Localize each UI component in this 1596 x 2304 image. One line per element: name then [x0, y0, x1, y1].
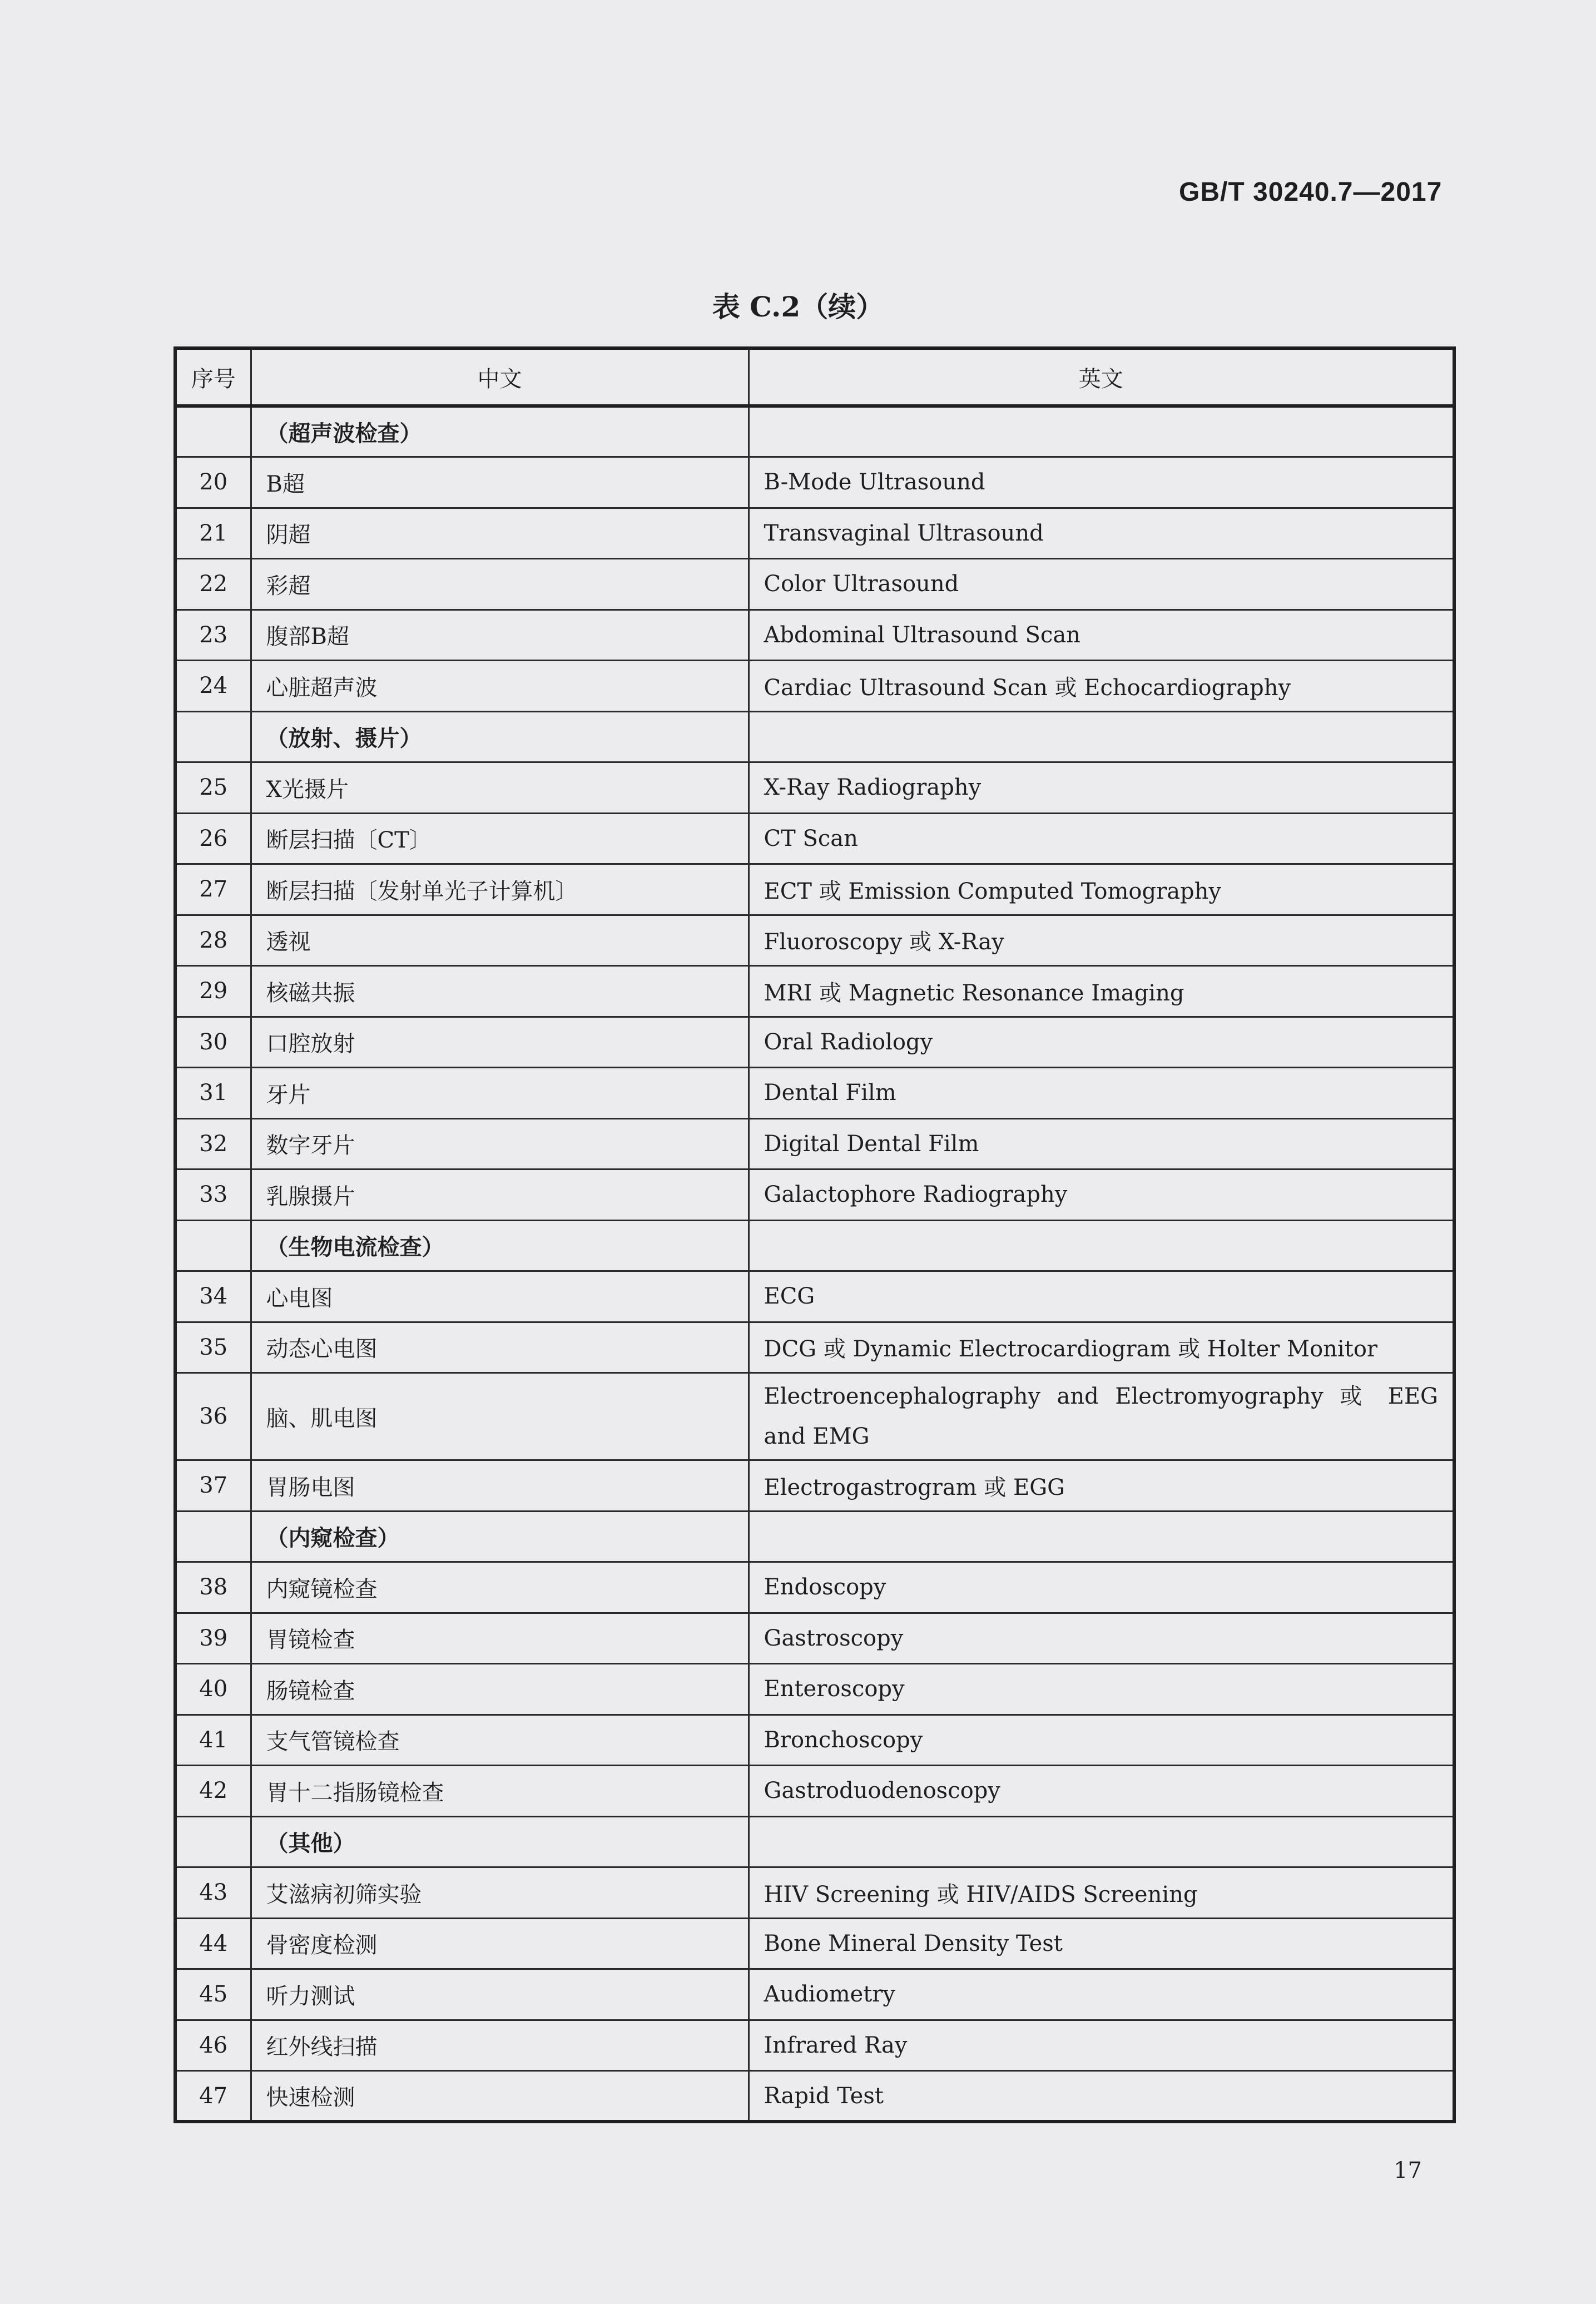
row-number-cell	[175, 406, 251, 457]
table-body	[175, 406, 1454, 2122]
table-row	[175, 610, 1454, 661]
english-term-cell: B-Mode Ultrasound	[749, 457, 1454, 508]
row-number-cell: 44	[175, 1918, 251, 1969]
chinese-term-cell: 支气管镜检查	[251, 1715, 749, 1766]
row-number-cell: 28	[175, 915, 251, 966]
chinese-term-cell: B超	[251, 457, 749, 508]
row-number-cell: 42	[175, 1766, 251, 1817]
category-row	[175, 406, 1454, 457]
english-term-cell: Rapid Test	[749, 2071, 1454, 2122]
english-term-cell	[749, 406, 1454, 457]
table-header-row	[175, 348, 1454, 406]
row-number-cell: 32	[175, 1118, 251, 1170]
english-term-cell: Gastroscopy	[749, 1613, 1454, 1664]
english-term-cell: ECG	[749, 1271, 1454, 1322]
table-row	[175, 1017, 1454, 1068]
row-number-cell: 25	[175, 762, 251, 814]
table-row	[175, 2020, 1454, 2071]
table-row	[175, 1969, 1454, 2020]
table-caption: 表 C.2（续）	[712, 290, 884, 323]
row-number-cell	[175, 1220, 251, 1271]
row-number-cell: 23	[175, 610, 251, 661]
english-term-cell: Electroencephalography and Electromyography 或 EEG and EMG	[749, 1373, 1454, 1460]
row-number-cell: 43	[175, 1867, 251, 1919]
english-term-cell: Bronchoscopy	[749, 1715, 1454, 1766]
english-term-cell	[749, 1511, 1454, 1562]
table-row	[175, 1766, 1454, 1817]
row-number-cell: 47	[175, 2071, 251, 2122]
row-number-cell: 20	[175, 457, 251, 508]
row-number-cell: 30	[175, 1017, 251, 1068]
chinese-term-cell: 透视	[251, 915, 749, 966]
row-number-cell: 40	[175, 1664, 251, 1715]
row-number-cell	[175, 711, 251, 762]
english-term-cell: Dental Film	[749, 1068, 1454, 1119]
column-header-num: 序号	[175, 348, 251, 406]
chinese-term-cell: 胃镜检查	[251, 1613, 749, 1664]
table-row	[175, 1613, 1454, 1664]
chinese-term-cell: 乳腺摄片	[251, 1170, 749, 1221]
table-row	[175, 508, 1454, 559]
row-number-cell: 38	[175, 1562, 251, 1613]
table-row	[175, 1867, 1454, 1919]
table-row	[175, 2071, 1454, 2122]
table-row	[175, 1664, 1454, 1715]
row-number-cell: 24	[175, 661, 251, 712]
chinese-term-cell: 断层扫描〔CT〕	[251, 813, 749, 864]
row-number-cell: 45	[175, 1969, 251, 2020]
english-term-cell: Galactophore Radiography	[749, 1170, 1454, 1221]
row-number-cell: 27	[175, 864, 251, 915]
english-term-cell: Fluoroscopy 或 X-Ray	[749, 915, 1454, 966]
category-label: （超声波检查）	[251, 406, 749, 457]
column-header-en: 英文	[749, 348, 1454, 406]
chinese-term-cell: 脑、肌电图	[251, 1373, 749, 1460]
category-row	[175, 1220, 1454, 1271]
chinese-term-cell: 阴超	[251, 508, 749, 559]
table-row	[175, 1715, 1454, 1766]
chinese-term-cell: 断层扫描〔发射单光子计算机〕	[251, 864, 749, 915]
table-row	[175, 661, 1454, 712]
row-number-cell: 21	[175, 508, 251, 559]
chinese-term-cell: 数字牙片	[251, 1118, 749, 1170]
english-term-cell: Enteroscopy	[749, 1664, 1454, 1715]
table-row	[175, 1170, 1454, 1221]
english-term-cell: Gastroduodenoscopy	[749, 1766, 1454, 1817]
category-row	[175, 1816, 1454, 1867]
table-row	[175, 1918, 1454, 1969]
chinese-term-cell: 胃肠电图	[251, 1460, 749, 1512]
table-row	[175, 864, 1454, 915]
table-row	[175, 559, 1454, 610]
table-row	[175, 915, 1454, 966]
english-term-cell: Abdominal Ultrasound Scan	[749, 610, 1454, 661]
chinese-term-cell: 腹部B超	[251, 610, 749, 661]
table-row	[175, 1322, 1454, 1373]
chinese-term-cell: 核磁共振	[251, 966, 749, 1017]
english-term-cell: Transvaginal Ultrasound	[749, 508, 1454, 559]
english-term-cell: Oral Radiology	[749, 1017, 1454, 1068]
english-term-cell: Electrogastrogram 或 EGG	[749, 1460, 1454, 1512]
chinese-term-cell: 动态心电图	[251, 1322, 749, 1373]
page-number: 17	[1394, 2158, 1422, 2183]
english-term-cell: Digital Dental Film	[749, 1118, 1454, 1170]
chinese-term-cell: 口腔放射	[251, 1017, 749, 1068]
table-row	[175, 1271, 1454, 1322]
chinese-term-cell: X光摄片	[251, 762, 749, 814]
english-term-cell: HIV Screening 或 HIV/AIDS Screening	[749, 1867, 1454, 1919]
chinese-term-cell: 心脏超声波	[251, 661, 749, 712]
english-term-cell: Cardiac Ultrasound Scan 或 Echocardiography	[749, 661, 1454, 712]
chinese-term-cell: 艾滋病初筛实验	[251, 1867, 749, 1919]
english-term-cell: Audiometry	[749, 1969, 1454, 2020]
chinese-term-cell: 肠镜检查	[251, 1664, 749, 1715]
chinese-term-cell: 红外线扫描	[251, 2020, 749, 2071]
english-term-cell: MRI 或 Magnetic Resonance Imaging	[749, 966, 1454, 1017]
category-label: （内窥检查）	[251, 1511, 749, 1562]
chinese-term-cell: 胃十二指肠镜检查	[251, 1766, 749, 1817]
standard-code: GB/T 30240.7—2017	[1179, 177, 1443, 207]
chinese-term-cell: 快速检测	[251, 2071, 749, 2122]
row-number-cell	[175, 1816, 251, 1867]
table-row	[175, 762, 1454, 814]
english-term-cell: ECT 或 Emission Computed Tomography	[749, 864, 1454, 915]
row-number-cell: 22	[175, 559, 251, 610]
row-number-cell: 29	[175, 966, 251, 1017]
table-row	[175, 813, 1454, 864]
row-number-cell: 33	[175, 1170, 251, 1221]
chinese-term-cell: 内窥镜检查	[251, 1562, 749, 1613]
table-row	[175, 457, 1454, 508]
table-row	[175, 966, 1454, 1017]
chinese-term-cell: 心电图	[251, 1271, 749, 1322]
table-container	[174, 346, 1456, 2123]
english-term-cell: DCG 或 Dynamic Electrocardiogram 或 Holter Monitor	[749, 1322, 1454, 1373]
row-number-cell: 34	[175, 1271, 251, 1322]
chinese-term-cell: 听力测试	[251, 1969, 749, 2020]
english-term-cell: X-Ray Radiography	[749, 762, 1454, 814]
row-number-cell: 36	[175, 1373, 251, 1460]
english-term-cell	[749, 1816, 1454, 1867]
english-term-cell	[749, 711, 1454, 762]
row-number-cell: 26	[175, 813, 251, 864]
table-row	[175, 1562, 1454, 1613]
table-row	[175, 1118, 1454, 1170]
row-number-cell: 31	[175, 1068, 251, 1119]
english-term-cell: Infrared Ray	[749, 2020, 1454, 2071]
table-row	[175, 1373, 1454, 1460]
category-row	[175, 711, 1454, 762]
chinese-term-cell: 骨密度检测	[251, 1918, 749, 1969]
chinese-term-cell: 彩超	[251, 559, 749, 610]
row-number-cell: 39	[175, 1613, 251, 1664]
table-row	[175, 1068, 1454, 1119]
table-row	[175, 1460, 1454, 1512]
category-label: （其他）	[251, 1816, 749, 1867]
english-term-cell: Endoscopy	[749, 1562, 1454, 1613]
english-term-cell: CT Scan	[749, 813, 1454, 864]
terms-table	[174, 346, 1456, 2123]
english-term-cell: Color Ultrasound	[749, 559, 1454, 610]
english-term-cell: Bone Mineral Density Test	[749, 1918, 1454, 1969]
category-row	[175, 1511, 1454, 1562]
column-header-zh: 中文	[251, 348, 749, 406]
row-number-cell: 35	[175, 1322, 251, 1373]
row-number-cell: 41	[175, 1715, 251, 1766]
row-number-cell	[175, 1511, 251, 1562]
category-label: （生物电流检查）	[251, 1220, 749, 1271]
row-number-cell: 37	[175, 1460, 251, 1512]
english-term-cell	[749, 1220, 1454, 1271]
row-number-cell: 46	[175, 2020, 251, 2071]
chinese-term-cell: 牙片	[251, 1068, 749, 1119]
category-label: （放射、摄片）	[251, 711, 749, 762]
